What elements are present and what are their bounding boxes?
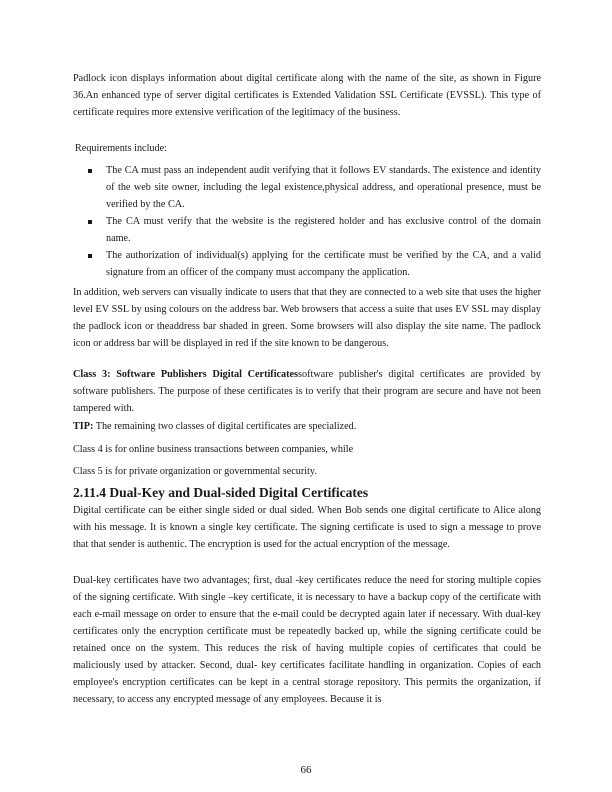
class3-paragraph [73, 366, 541, 417]
list-item [88, 162, 541, 213]
bullet-icon [88, 169, 92, 173]
tip-label: TIP: [73, 421, 94, 432]
list-item [88, 213, 541, 247]
dual-key-paragraph-1: Digital certificate can be either single sided or dual sided. When Bob sends one digital certificate to Alice along with his message. It is known a single key certificate. The signing certificate is used to sign a message to prove that that sender is authentic. The encryption is used for the actual encryption of the message. [73, 505, 541, 550]
bullet-icon [88, 254, 92, 258]
dual-key-paragraph-2: Dual-key certificates have two advantages; first, dual -key certificates reduce the need for storing multiple copies of the signing certificate. With single –key certificate, it is necessary to have a backup copy of the certificate with each e-mail message on order to ensure that the e-mail could be decrypted again later if necessary. With dual-key certificates only the encryption certificate must be repeatedly backed up, while the signing certificate could be retained once on the system. This reduces the risk of having multiple copies of certificates that could be maliciously used by attacker. Second, dual- key certificates facilitate handling in organization. Copies of each employee's encryption certificates can be kept in a central storage repository. This permits the organization, if necessary, to access any encrypted message of any employees. Because it is [73, 575, 541, 705]
tip-text: The remaining two classes of digital certificates are specialized. [93, 421, 357, 432]
class3-text: software publisher's digital certificates are provided by software publishers. The purpose of these certificates is to verify that their program are secure and have not been tampered with. [73, 369, 541, 414]
bullet-icon [88, 220, 92, 224]
list-item [88, 247, 541, 281]
list-item-text: The authorization of individual(s) applying for the certificate must be verified by the CA, and a valid signature from an officer of the company must accompany the application. [106, 250, 541, 278]
intro-paragraph: Padlock icon displays information about digital certificate along with the name of the site, as shown in Figure 36.An enhanced type of server digital certificates is Extended Validation SSL Certificate (EVSSL). This type of certificate requires more extensive verification of the legitimacy of the business. [73, 73, 541, 118]
list-item-text: The CA must verify that the website is the registered holder and has exclusive control of the domain name. [106, 216, 541, 244]
tip-line [73, 418, 356, 435]
class3-label: Class 3: Software Publishers Digital Certificates [73, 369, 299, 380]
class5-line: Class 5 is for private organization or governmental security. [73, 466, 317, 477]
section-heading: 2.11.4 Dual-Key and Dual-sided Digital Certificates [73, 485, 369, 500]
list-item-text: The CA must pass an independent audit verifying that it follows EV standards. The existence and identity of the web site owner, including the legal existence,physical address, and operational presence, must be verified by the CA. [106, 165, 541, 210]
class4-line: Class 4 is for online business transactions between companies, while [73, 444, 354, 455]
visual-indicator-paragraph: In addition, web servers can visually indicate to users that that they are connected to a web site that uses the higher level EV SSL by using colours on the address bar. Web browsers that access a suite that uses EV SSL may display the padlock icon or theaddress bar shaded in green. Some browsers will also display the site name. The padlock icon or address bar will be displayed in red if the site known to be dangerous. [73, 287, 541, 349]
requirements-list [88, 162, 541, 281]
requirements-label: Requirements include: [75, 143, 167, 154]
page-number: 66 [300, 764, 312, 776]
